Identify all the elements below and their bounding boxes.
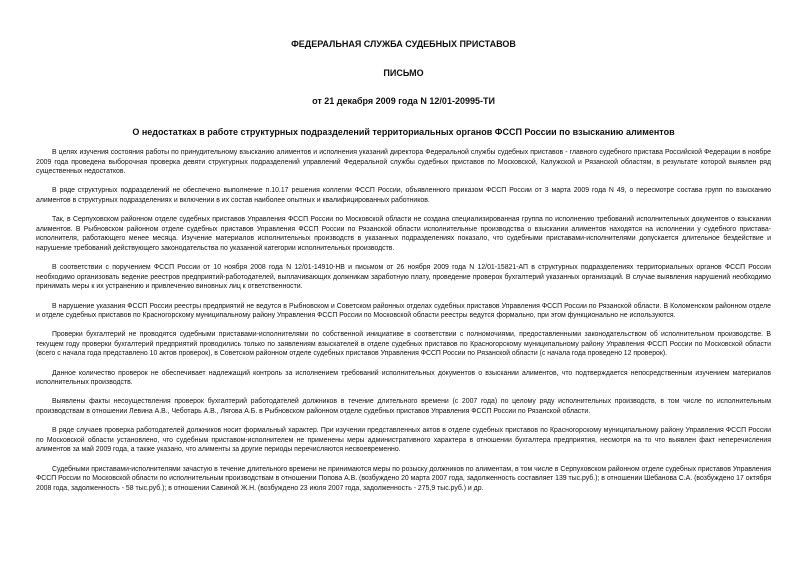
paragraph-7: Данное количество проверок не обеспечивает надлежащий контроль за исполнением требований исполнительных документов о взыскании алиментов, что подтверждается непосредственным изучением материалов исполнительных производств. [36,369,771,387]
document-body [36,148,771,493]
paragraph-8: Выявлены факты несоуществления проверок бухгалтерий работодателей должников в течение длительного времени (с 2007 года) по целому ряду исполнительных производств, в том числе по исполнительным производствам в отношении Левина А.В., Чеботарь А.В., Лягова А.Б. в Рыбновском районном отделе судебных приставов Управления ФССП России по Рязанской области. [36,398,771,416]
document-type: ПИСЬМО [383,68,424,78]
paragraph-9: В ряде случаев проверка работодателей должников носит формальный характер. При изучении представленных актов в отделе судебных приставов по Красногорскому муниципальному району Управления ФССП России по Московской области установлено, что судебным приставом-исполнителем не применены меры административного характера в отношении бухгалтера предприятия, несмотря на то что выявлен факт неперечисления алиментов за май 2009 года, а также указано, что алименты за другие периоды перечисляются несвоевременно. [36,427,771,454]
paragraph-1: В целях изучения состояния работы по принудительному взысканию алиментов и исполнения указаний директора Федеральной службы судебных приставов - главного судебного пристава Российской Федерации в ноябре 2009 года проведена выборочная проверка девяти структурных подразделений управлений Федеральной службы судебных приставов по Московской, Калужской и Рязанской областям, в результате которой выявлен ряд существенных недостатков. [36,149,771,176]
document-date-number: от 21 декабря 2009 года N 12/01-20995-ТИ [312,96,495,106]
paragraph-6: Проверки бухгалтерий не проводятся судебными приставами-исполнителями по собственной инициативе в соответствии с полномочиями, предоставленными законодательством об исполнительном производстве. В текущем году проверки бухгалтерий предприятий проводились только по заявлениям взыскателей в отделе судебных приставов по Красногорскому муниципальному району Управления ФССП России по Московской области (всего с начала года представлено 10 актов проверок), в Советском районном отделе судебных приставов Управления ФССП России по Рязанской области (с начала года проведено 12 проверок). [36,331,771,358]
paragraph-10: Судебными приставами-исполнителями зачастую в течение длительного времени не принимаются меры по розыску должников по алиментам, в том числе в Серпуховском районном отделе судебных приставов Управления ФССП России по Московской области по исполнительным производствам в отношении Попова А.В. (возбуждено 20 марта 2007 года, задолженность составляет 139 тыс.руб.); в отношении Шебанова С.А. (возбуждено 17 октября 2008 года, задолженность - 58 тыс.руб.); в отношении Савиной Ж.Н. (возбуждено 23 июля 2007 года, задолженность - 275,9 тыс.руб.) и др. [36,465,771,492]
paragraph-2: В ряде структурных подразделений не обеспечено выполнение п.10.17 решения коллегии ФССП России, объявленного приказом ФССП России от 3 марта 2009 года N 49, о пересмотре состава групп по взысканию алиментов в структурных подразделениях и включении в их состав наиболее опытных и квалифицированных работников. [36,187,771,204]
document-subject: О недостатках в работе структурных подразделений территориальных органов ФССП России по взысканию алиментов [132,127,675,137]
paragraph-5: В нарушение указания ФССП России реестры предприятий не ведутся в Рыбновском и Советском районных отделах судебных приставов Управления ФССП России по Рязанской области. В Коломенском районном отделе и отделе судебных приставов по Красногорскому муниципальному району Управления ФССП России по Московской области реестры ведутся формально, при этом функционально не используются. [36,302,771,320]
paragraph-4: В соответствии с поручением ФССП России от 10 ноября 2008 года N 12/01-14910-НВ и письмом от 26 ноября 2009 года N 12/01-15821-АП в структурных подразделениях территориальных органов ФССП России необходимо организовать ведение реестров предприятий-работодателей, выплачивающих должникам заработную плату, проведение проверок бухгалтерий указанных организаций. В случае выявления нарушений необходимо принимать меры к их устранению и привлечению виновных лиц к ответственности. [36,264,771,291]
organization-title: ФЕДЕРАЛЬНАЯ СЛУЖБА СУДЕБНЫХ ПРИСТАВОВ [291,39,516,49]
paragraph-3: Так, в Серпуховском районном отделе судебных приставов Управления ФССП России по Московской области не создана специализированная группа по исполнению требований исполнительных документов о взыскании алиментов. В Рыбновском районном отделе судебных приставов Управления ФССП России по Рязанской области исполнительные производства о взыскании алиментов находятся на исполнении у судебного пристава-исполнителя, работающего менее месяца. Изучение материалов исполнительных производств в указанных подразделениях показало, что судебными приставами-исполнителями допускается длительное бездействие и нарушение требований действующего законодательства по указанной категории исполнительных производств. [36,216,771,252]
